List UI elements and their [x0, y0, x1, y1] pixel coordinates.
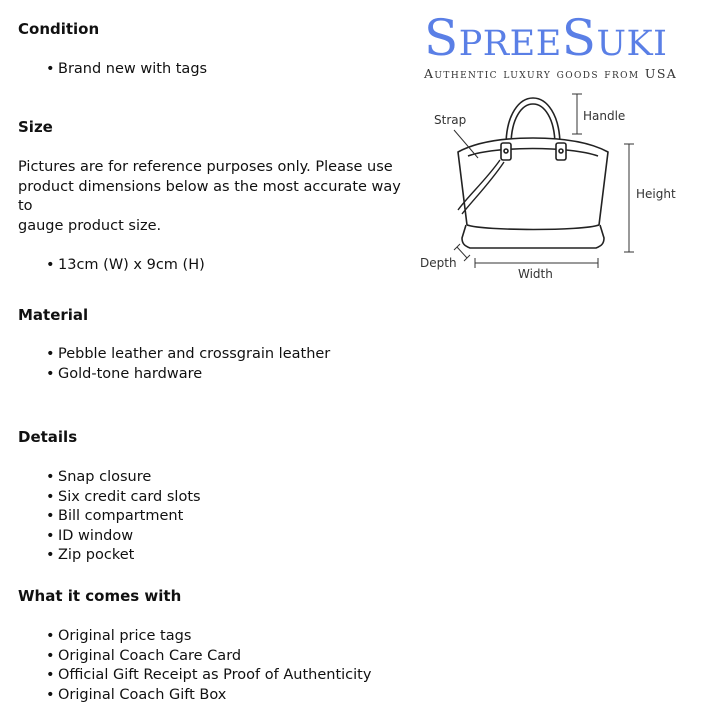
list-item: • Pebble leather and crossgrain leather [46, 345, 330, 365]
strap-label: Strap [434, 113, 467, 127]
width-label: Width [518, 267, 553, 281]
section-condition [18, 19, 207, 80]
section-material [18, 305, 330, 384]
list-item: • Original price tags [46, 627, 371, 647]
condition-heading: Condition [18, 20, 100, 38]
list-item: • ID window [46, 527, 201, 547]
size-heading: Size [18, 118, 53, 136]
list-item: • Six credit card slots [46, 488, 201, 508]
list-item: • Original Coach Gift Box [46, 686, 371, 706]
list-item: • 13cm (W) x 9cm (H) [46, 256, 418, 276]
size-list [18, 256, 418, 276]
size-paragraph-line: product dimensions below as the most accurate way to [18, 178, 401, 215]
section-comes-with [18, 586, 371, 705]
material-heading: Material [18, 306, 89, 324]
handle-label: Handle [583, 109, 626, 123]
logo-tagline: Authentic luxury goods from USA [424, 66, 678, 81]
list-item: • Brand new with tags [46, 60, 207, 80]
handle-dimension-marker-icon [572, 94, 582, 134]
size-paragraph-line: Pictures are for reference purposes only. Please use [18, 159, 393, 175]
height-label: Height [636, 187, 676, 201]
depth-label: Depth [420, 256, 457, 270]
height-dimension-marker-icon [624, 144, 634, 252]
list-item: • Snap closure [46, 468, 201, 488]
size-paragraph-line: gauge product size. [18, 217, 162, 234]
spreesuki-logo [424, 9, 716, 81]
material-list [18, 345, 330, 384]
list-item: • Bill compartment [46, 507, 201, 527]
comes-with-heading: What it comes with [18, 587, 182, 605]
size-paragraph [18, 158, 418, 236]
details-heading: Details [18, 428, 78, 446]
list-item: • Gold-tone hardware [46, 365, 330, 385]
section-details [18, 427, 201, 566]
comes-with-list [18, 627, 371, 705]
list-item: • Original Coach Care Card [46, 647, 371, 667]
section-size [18, 117, 418, 276]
condition-list [18, 60, 207, 80]
list-item: • Zip pocket [46, 546, 201, 566]
bag-dimension-diagram [410, 88, 710, 288]
list-item: • Official Gift Receipt as Proof of Authenticity [46, 666, 371, 686]
logo-wordmark: SpreeSuki [424, 9, 668, 67]
details-list [18, 468, 201, 566]
